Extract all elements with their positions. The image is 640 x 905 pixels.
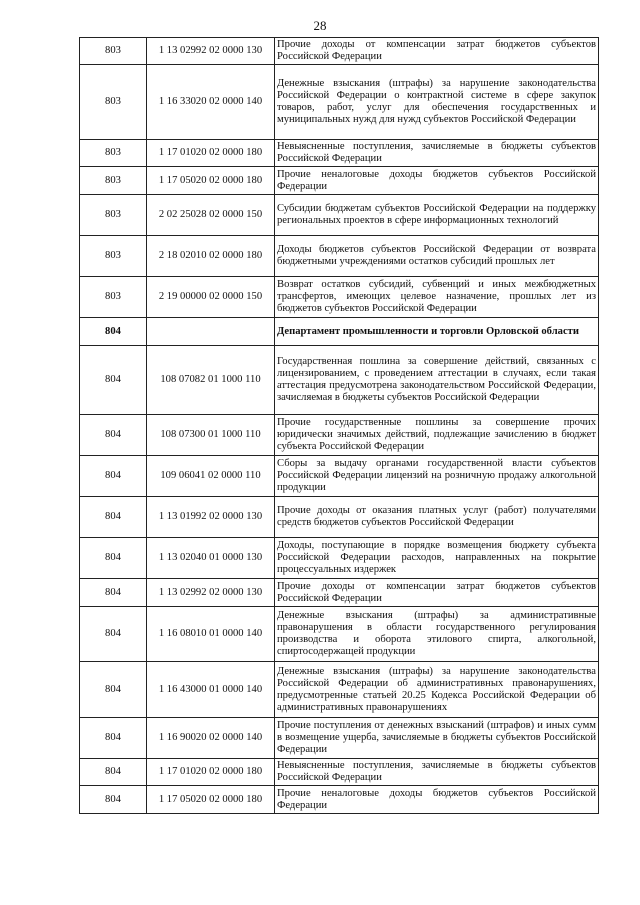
description-cell: Прочие доходы от компенсации затрат бюджетов субъектов Российской Федерации — [275, 38, 599, 65]
kbk-cell — [147, 318, 275, 346]
table-row — [80, 346, 599, 415]
description-cell: Денежные взыскания (штрафы) за административные правонарушения в области государственного регулирования производства и оборота этилового спирта, алкогольной, спиртосодержащей продукции — [275, 607, 599, 662]
table-row — [80, 538, 599, 579]
description-cell: Прочие доходы от оказания платных услуг (работ) получателями средств бюджетов субъектов Российской Федерации — [275, 497, 599, 538]
description-cell: Невыясненные поступления, зачисляемые в бюджеты субъектов Российской Федерации — [275, 759, 599, 786]
admin-code-cell: 803 — [80, 236, 147, 277]
table-row — [80, 38, 599, 65]
admin-code-cell: 803 — [80, 277, 147, 318]
admin-code-cell: 804 — [80, 415, 147, 456]
kbk-cell: 1 17 01020 02 0000 180 — [147, 759, 275, 786]
table-row — [80, 579, 599, 607]
table-row — [80, 497, 599, 538]
kbk-cell: 1 13 01992 02 0000 130 — [147, 497, 275, 538]
description-cell: Субсидии бюджетам субъектов Российской Федерации на поддержку региональных проектов в сфере информационных технологий — [275, 195, 599, 236]
table-row — [80, 759, 599, 786]
kbk-cell: 1 13 02992 02 0000 130 — [147, 38, 275, 65]
kbk-cell: 2 19 00000 02 0000 150 — [147, 277, 275, 318]
table-row — [80, 167, 599, 195]
page-number: 28 — [313, 18, 327, 33]
admin-code-cell: 804 — [80, 456, 147, 497]
table-row — [80, 662, 599, 718]
kbk-cell: 1 13 02040 01 0000 130 — [147, 538, 275, 579]
table-row — [80, 718, 599, 759]
description-cell: Прочие поступления от денежных взысканий (штрафов) и иных сумм в возмещение ущерба, зачисляемые в бюджеты субъектов Российской Федерации — [275, 718, 599, 759]
table-row — [80, 277, 599, 318]
department-name-cell: Департамент промышленности и торговли Орловской области — [275, 318, 599, 346]
admin-code-cell: 803 — [80, 140, 147, 167]
revenue-code-table — [79, 37, 599, 814]
kbk-cell: 2 18 02010 02 0000 180 — [147, 236, 275, 277]
kbk-cell: 108 07300 01 1000 110 — [147, 415, 275, 456]
department-header-row — [80, 318, 599, 346]
admin-code-cell: 804 — [80, 318, 147, 346]
table-row — [80, 195, 599, 236]
admin-code-cell: 803 — [80, 38, 147, 65]
table-row — [80, 786, 599, 814]
kbk-cell: 1 16 08010 01 0000 140 — [147, 607, 275, 662]
description-cell: Невыясненные поступления, зачисляемые в бюджеты субъектов Российской Федерации — [275, 140, 599, 167]
description-cell: Денежные взыскания (штрафы) за нарушение законодательства Российской Федерации об административных правонарушениях, предусмотренные статьей 20.25 Кодекса Российской Федерации об административных правонарушениях — [275, 662, 599, 718]
kbk-cell: 109 06041 02 0000 110 — [147, 456, 275, 497]
table-row — [80, 65, 599, 140]
admin-code-cell: 804 — [80, 607, 147, 662]
admin-code-cell: 804 — [80, 786, 147, 814]
admin-code-cell: 804 — [80, 662, 147, 718]
kbk-cell: 1 13 02992 02 0000 130 — [147, 579, 275, 607]
kbk-cell: 1 17 05020 02 0000 180 — [147, 167, 275, 195]
table-row — [80, 236, 599, 277]
kbk-cell: 1 16 90020 02 0000 140 — [147, 718, 275, 759]
description-cell: Доходы, поступающие в порядке возмещения бюджету субъекта Российской Федерации расходов, направленных на покрытие процессуальных издержек — [275, 538, 599, 579]
admin-code-cell: 804 — [80, 759, 147, 786]
description-cell: Государственная пошлина за совершение действий, связанных с лицензированием, с проведением аттестации в случаях, если такая аттестация предусмотрена законодательством Российской Федерации, зачисляемая в бюджеты субъектов Российской Федерации — [275, 346, 599, 415]
description-cell: Денежные взыскания (штрафы) за нарушение законодательства Российской Федерации о контрактной системе в сфере закупок товаров, работ, услуг для обеспечения государственных и муниципальных нужд для нужд субъектов Российской Федерации — [275, 65, 599, 140]
kbk-cell: 1 16 33020 02 0000 140 — [147, 65, 275, 140]
description-cell: Прочие доходы от компенсации затрат бюджетов субъектов Российской Федерации — [275, 579, 599, 607]
admin-code-cell: 803 — [80, 167, 147, 195]
kbk-cell: 1 16 43000 01 0000 140 — [147, 662, 275, 718]
description-cell: Прочие государственные пошлины за совершение прочих юридически значимых действий, подлежащие зачислению в бюджет субъекта Российской Федерации — [275, 415, 599, 456]
description-cell: Сборы за выдачу органами государственной власти субъектов Российской Федерации лицензий на розничную продажу алкогольной продукции — [275, 456, 599, 497]
table-row — [80, 415, 599, 456]
kbk-cell: 1 17 05020 02 0000 180 — [147, 786, 275, 814]
table-row — [80, 607, 599, 662]
kbk-cell: 1 17 01020 02 0000 180 — [147, 140, 275, 167]
admin-code-cell: 804 — [80, 346, 147, 415]
admin-code-cell: 804 — [80, 579, 147, 607]
kbk-cell: 108 07082 01 1000 110 — [147, 346, 275, 415]
description-cell: Прочие неналоговые доходы бюджетов субъектов Российской Федерации — [275, 786, 599, 814]
description-cell: Прочие неналоговые доходы бюджетов субъектов Российской Федерации — [275, 167, 599, 195]
kbk-cell: 2 02 25028 02 0000 150 — [147, 195, 275, 236]
admin-code-cell: 804 — [80, 497, 147, 538]
admin-code-cell: 804 — [80, 718, 147, 759]
table-row — [80, 456, 599, 497]
table-row — [80, 140, 599, 167]
admin-code-cell: 803 — [80, 65, 147, 140]
description-cell: Возврат остатков субсидий, субвенций и иных межбюджетных трансфертов, имеющих целевое назначение, прошлых лет из бюджетов субъектов Российской Федерации — [275, 277, 599, 318]
description-cell: Доходы бюджетов субъектов Российской Федерации от возврата бюджетными учреждениями остатков субсидий прошлых лет — [275, 236, 599, 277]
admin-code-cell: 803 — [80, 195, 147, 236]
admin-code-cell: 804 — [80, 538, 147, 579]
